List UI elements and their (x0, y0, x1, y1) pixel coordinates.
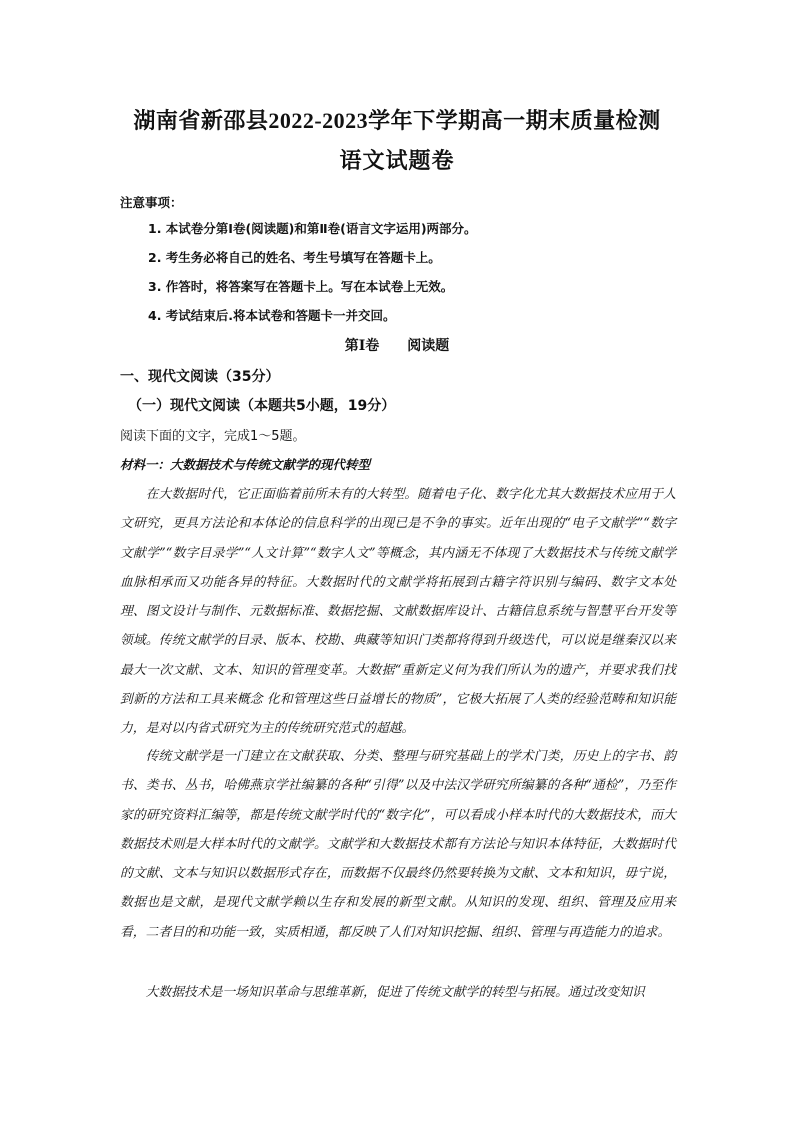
instruction-text: 阅读下面的文字，完成1～5题。 (120, 429, 306, 444)
material-title: 材料一：大数据技术与传统文献学的现代转型 (120, 457, 371, 472)
exam-title: 湖南省新邵县2022-2023学年下学期高一期末质量检测 (133, 108, 661, 133)
exam-subtitle: 语文试题卷 (339, 148, 455, 173)
material-paragraph: 在大数据时代，它正面临着前所未有的大转型。随着电子化、数字化尤其大数据技术应用于人文研究，更具方法论和本体论的信息科学的出现已是不争的事实。近年出现的“电子文献学”“数字文献学”“数字目录学”“人文计算”“数字人文”等概念，其内涵无不体现了大数据技术与传统文献学血脉相承而又功能各异的特征。大数据时代的文献学将拓展到古籍字符识别与编码、数字文本处理、图文设计与制作、元数据标准、数据挖掘、文献数据库设计、古籍信息系统与智慧平台开发等领域。传统文献学的目录、版本、校勘、典藏等知识门类都将得到升级迭代，可以说是继秦汉以来最大一次文献、文本、知识的管理变革。大数据“重新定义何为我们所认为的遗产，并要求我们找到新的方法和工具来概念 化和管理这些日益增长的物质”，它极大拓展了人类的经验范畴和知识能力，是对以内省式研究为主的传统研究范式的超越。 (120, 487, 676, 737)
part-heading: 一、现代文阅读（35分） (120, 369, 280, 385)
notice-item-3: 3. 作答时，将答案写在答题卡上。写在本试卷上无效。 (148, 279, 454, 294)
volume-name: 阅读题 (407, 338, 450, 354)
material-paragraph: 传统文献学是一门建立在文献获取、分类、整理与研究基础上的学术门类，历史上的字书、韵书、类书、丛书，哈佛燕京学社编纂的各种“引得”以及中法汉学研究所编纂的各种“通检”，乃至作家的研究资料汇编等，都是传统文献学时代的“数字化”，可以看成小样本时代的大数据技术，而大数据技术则是大样本时代的文献学。文献学和大数据技术都有方法论与知识本体特征，大数据时代的文献、文本与知识以数据形式存在，而数据不仅最终仍然要转换为文献、文本和知识，毋宁说，数据也是文献，是现代文献学赖以生存和发展的新型文献。从知识的发现、组织、管理及应用来看，二者目的和功能一致，实质相通，都反映了人们对知识挖掘、组织、管理与再造能力的追求。 (120, 749, 676, 940)
volume-label: 第Ⅰ卷 (344, 338, 380, 354)
notice-item-1: 1. 本试卷分第Ⅰ卷(阅读题)和第Ⅱ卷(语言文字运用)两部分。 (148, 221, 477, 236)
notice-item-2: 2. 考生务必将自己的姓名、考生号填写在答题卡上。 (148, 250, 441, 265)
volume-heading (0, 335, 794, 355)
notice-label: 注意事项： (120, 195, 183, 210)
sub-heading: （一）现代文阅读（本题共5小题，19分） (128, 398, 396, 414)
material-paragraph: 大数据技术是一场知识革命与思维革新，促进了传统文献学的转型与拓展。通过改变知识 (145, 985, 645, 1000)
notice-item-4: 4. 考试结束后.将本试卷和答题卡一并交回。 (148, 308, 396, 323)
